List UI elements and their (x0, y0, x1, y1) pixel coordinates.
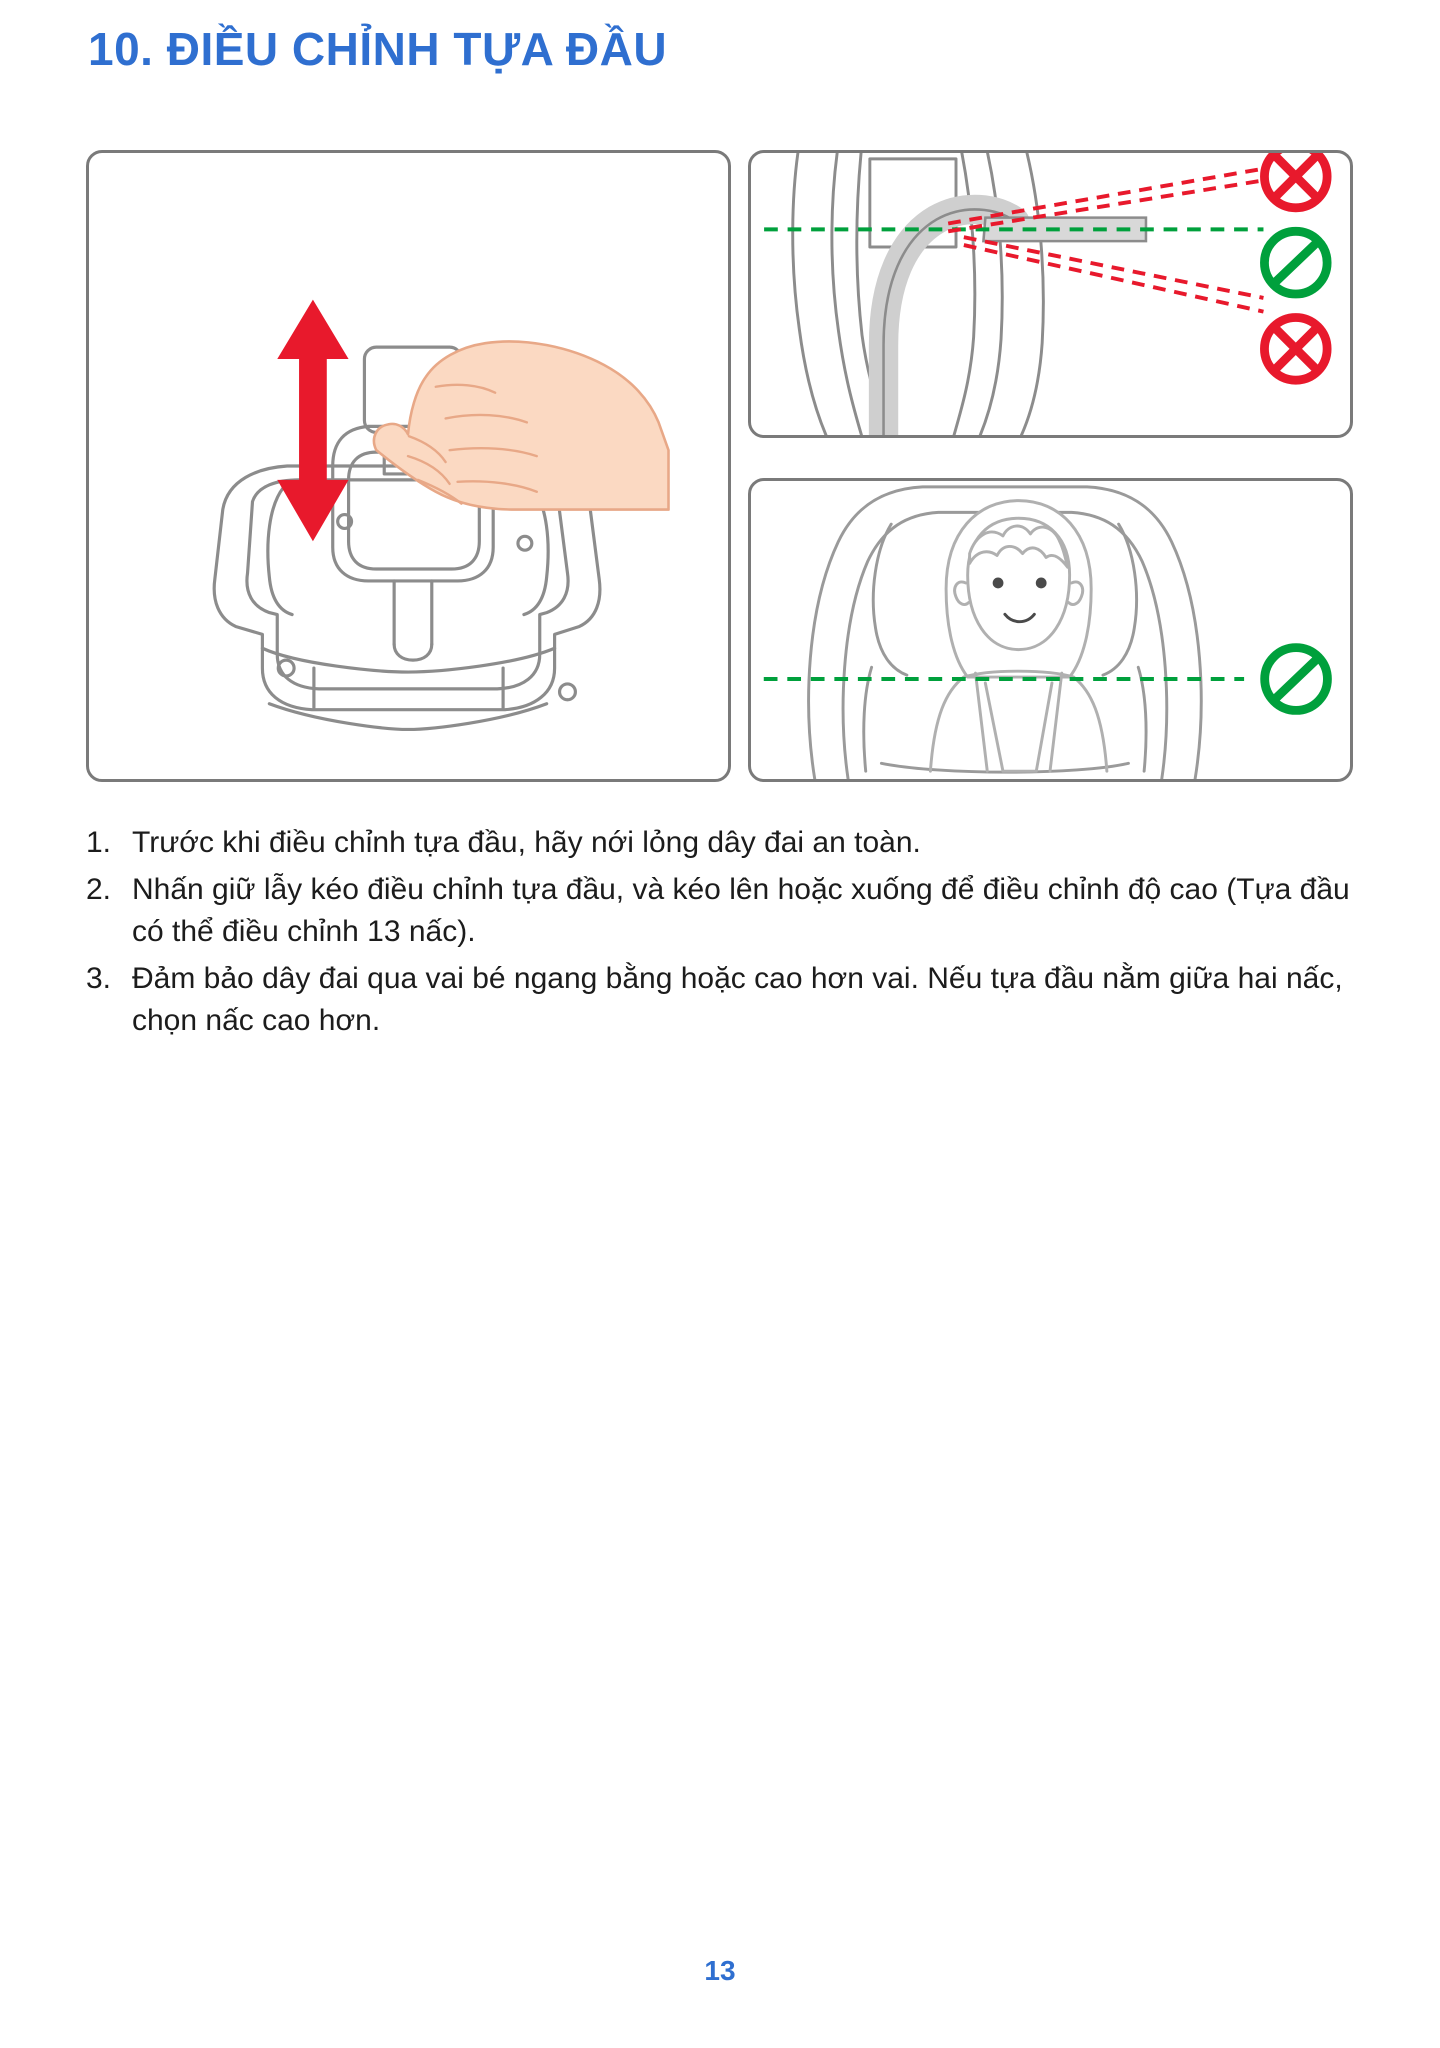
instruction-list (86, 822, 1376, 1047)
headrest-adjust-illustration (86, 150, 731, 782)
list-item-text: Trước khi điều chỉnh tựa đầu, hãy nới lỏng dây đai an toàn. (132, 826, 921, 859)
list-item-text: Nhấn giữ lẫy kéo điều chỉnh tựa đầu, và kéo lên hoặc xuống để điều chỉnh độ cao (Tựa đầu có thể điều chỉnh 13 nấc). (132, 872, 1350, 949)
list-item (86, 869, 1376, 954)
list-item (86, 822, 1376, 865)
page-number: 13 (704, 1955, 736, 1986)
list-item-text: Đảm bảo dây đai qua vai bé ngang bằng hoặc cao hơn vai. Nếu tựa đầu nằm giữa hai nấc, chọn nấc cao hơn. (132, 961, 1343, 1038)
harness-height-illustration (748, 150, 1353, 438)
check-slash-icon-middle (1264, 231, 1327, 294)
double-arrow-vertical (277, 300, 348, 542)
list-item-number: 3. (86, 961, 112, 995)
cross-icon-bottom (1264, 318, 1327, 381)
list-item (86, 958, 1376, 1043)
list-item-number: 2. (86, 872, 112, 906)
hand-graphic (374, 341, 669, 509)
page-title: 10. ĐIỀU CHỈNH TỰA ĐẦU (88, 23, 668, 75)
cross-icon-top (1264, 153, 1327, 208)
check-slash-icon (1265, 648, 1328, 711)
list-item-number: 1. (86, 826, 112, 859)
child-headrest-position-illustration (748, 478, 1353, 782)
